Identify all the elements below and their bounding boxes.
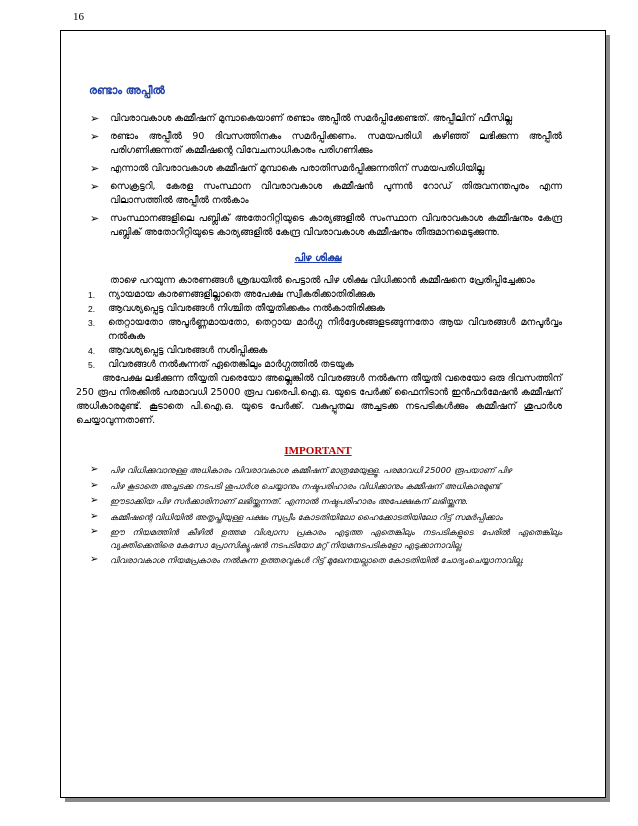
- arrow-bullet-icon: ➢: [90, 526, 99, 537]
- arrow-bullet-icon: ➢: [90, 130, 100, 143]
- arrow-bullet-icon: ➢: [90, 162, 100, 175]
- arrow-bullet-icon: ➢: [90, 464, 99, 475]
- item-text: ആവശ്യപ്പെട്ട വിവരങ്ങൾ നിശ്ചിത തീയ്യതിക്കകം നൽകാതിരിക്കുക: [108, 303, 385, 314]
- item-text: ആവശ്യപ്പെട്ട വിവരങ്ങൾ നശിപ്പിക്കുക: [108, 345, 268, 356]
- list-item: [74, 554, 562, 567]
- arrow-bullet-icon: ➢: [90, 180, 100, 193]
- list-item: [74, 464, 562, 477]
- important-title: IMPORTANT: [284, 445, 352, 457]
- arrow-bullet-icon: ➢: [90, 212, 100, 225]
- list-item: [74, 302, 562, 316]
- item-text: തെറ്റായതോ അപൂർണ്ണമായതോ, തെറ്റായ മാർഗ്ഗ നിർദ്ദേശങ്ങളടങ്ങുന്നതോ ആയ വിവരങ്ങൾ മനപൂർവ്വം നൽകുക: [108, 317, 562, 342]
- bullet-text: രണ്ടാം അപ്പീൽ 90 ദിവസത്തിനകം സമർപ്പിക്കണം. സമയപരിധി കഴിഞ്ഞ് ലഭിക്കുന്ന അപ്പീൽ പരിഗണിക്കുന്നത് കമ്മീഷന്റെ വിവേചനാധികാരം പരിഗണിക്കും: [110, 131, 562, 156]
- item-text: വിവരാവകാശ നിയമപ്രകാരം നൽകുന്ന ഉത്തരവുകൾ റിട്ട് മുഖേനയല്ലാതെ കോടതിയിൽ ചോദ്യംചെയ്യാനാവില്ല.: [110, 555, 525, 565]
- list-item: [74, 358, 562, 372]
- item-number: 2.: [88, 304, 96, 314]
- section-title: രണ്ടാം അപ്പീൽ: [89, 84, 165, 97]
- list-item: [74, 212, 562, 240]
- item-text: പിഴ വിധിക്കുവാനുള്ള അധികാരം വിവരാവകാശ കമ്മീഷന് മാത്രമേയുള്ളൂ. പരമാവധി 25000 രൂപയാണ് പിഴ: [110, 465, 512, 475]
- item-number: 5.: [88, 360, 96, 370]
- penalty-intro: താഴെ പറയുന്ന കാരണങ്ങൾ ശ്രദ്ധയിൽ പെട്ടാൽ പിഴ ശിക്ഷ വിധിക്കാൻ കമ്മീഷനെ പ്രേരിപ്പിച്ചേക്കാം: [110, 275, 535, 286]
- item-number: 3.: [88, 318, 96, 328]
- arrow-bullet-icon: ➢: [90, 510, 99, 522]
- important-list: [74, 464, 562, 567]
- bullet-text: സംസ്ഥാനങ്ങളിലെ പബ്ലിക് അതോറിറ്റിയുടെ കാര്യങ്ങളിൽ സംസ്ഥാന വിവരാവകാശ കമ്മീഷനും കേന്ദ്ര പബ്ലിക് അതോറിറ്റിയുടെ കാര്യങ്ങളിൽ കേന്ദ്ര വിവരാവകാശ കമ്മീഷനും തീരുമാനമെടുക്കുന്നു.: [110, 213, 562, 238]
- penalty-list: [74, 288, 562, 372]
- arrow-bullet-icon: ➢: [90, 479, 99, 491]
- penalty-title: പിഴ ശിക്ഷ: [294, 253, 342, 264]
- list-item: [74, 344, 562, 358]
- list-item: [74, 130, 562, 158]
- list-item: [74, 180, 562, 208]
- item-text: ഈ നിയമത്തിൻ കീഴിൽ ഉത്തമ വിശ്വാസ പ്രകാരം എടുത്ത ഏതെങ്കിലും നടപടികളുടെ പേരിൽ ഏതെങ്കിലും വ്യക്തിക്കെതിരെ കേസോ പ്രോസിക്യൂഷൻ നടപടിയോ മറ്റ് നിയമനടപടികളോ എടുക്കാനാവില്ല: [110, 527, 562, 550]
- list-item: [74, 495, 562, 508]
- bullet-text: വിവരാവകാശ കമ്മീഷന് മുമ്പാകെയാണ് രണ്ടാം അപ്പീൽ സമർപ്പിക്കേണ്ടത്. അപ്പീലിന് ഫീസില്ല: [110, 113, 513, 124]
- item-text: പിഴ കൂടാതെ അച്ചടക്ക നടപടി ശുപാർശ ചെയ്യാനും നഷ്ടപരിഹാരം വിധിക്കാനും കമ്മീഷന് അധികാരമുണ്ട്: [110, 480, 501, 491]
- appeal-bullet-list: [74, 112, 562, 240]
- item-text: ഈടാക്കിയ പിഴ സർക്കാരിനാണ് ലഭിയ്ക്കുന്നത്. എന്നാൽ നഷ്ടപരിഹാരം അപേക്ഷകന് ലഭിയ്ക്കുന്നു.: [110, 496, 468, 506]
- bullet-text: എന്നാൽ വിവരാവകാശ കമ്മീഷന് മുമ്പാകെ പരാതിസമർപ്പിക്കുന്നതിന് സമയപരിധിയില്ല: [110, 163, 485, 174]
- list-item: [74, 511, 562, 524]
- item-number: 1.: [88, 290, 96, 300]
- bullet-text: സെക്രട്ടറി, കേരള സംസ്ഥാന വിവരാവകാശ കമ്മീഷൻ പുന്നൻ റോഡ് തിരുവനന്തപുരം എന്ന വിലാസത്തിൽ അപ്പീൽ നൽകാം: [110, 181, 562, 206]
- arrow-bullet-icon: ➢: [90, 554, 99, 565]
- item-text: വിവരങ്ങൾ നൽകുന്നത് ഏതെങ്കിലും മാർഗ്ഗത്തിൽ തടയുക: [108, 359, 354, 370]
- list-item: [74, 112, 562, 126]
- list-item: [74, 480, 562, 493]
- list-item: [74, 316, 562, 344]
- page-content: [74, 84, 562, 570]
- item-text: കമ്മീഷന്റെ വിധിയിൽ അതൃപ്തിയുള്ള പക്ഷം സുപ്രീം കോടതിയിലോ ഹൈക്കോടതിയിലോ റിട്ട് സമർപ്പിക്കാം: [110, 511, 503, 522]
- page-number: 16: [73, 11, 84, 23]
- list-item: [74, 162, 562, 176]
- item-number: 4.: [88, 346, 96, 356]
- penalty-paragraph: അപേക്ഷ ലഭിക്കുന്ന തീയ്യതി വരെയോ അല്ലെങ്കിൽ വിവരങ്ങൾ നൽകുന്ന തീയ്യതി വരെയോ ഒരു ദിവസത്തിന് 250 രൂപ നിരക്കിൽ പരമാവധി 25000 രൂപ വരെപി.ഐ.ഒ. യുടെ പേർക്ക് ഫൈനിടാൻ ഇൻഫർമേഷൻ കമ്മീഷന് അധികാരമുണ്ട്. കൂടാതെ പി.ഐ.ഒ. യുടെ പേർക്ക്. വകുപ്പുതല അച്ചടക്ക നടപടികൾക്കും കമ്മീഷന് ശുപാർശ ചെയ്യാവുന്നതാണ്.: [76, 373, 562, 426]
- item-text: ന്യായമായ കാരണങ്ങളില്ലാതെ അപേക്ഷ സ്വീകരിക്കാതിരിക്കുക: [108, 289, 375, 300]
- arrow-bullet-icon: ➢: [90, 112, 100, 125]
- arrow-bullet-icon: ➢: [90, 495, 99, 506]
- list-item: [74, 288, 562, 302]
- list-item: [74, 526, 562, 551]
